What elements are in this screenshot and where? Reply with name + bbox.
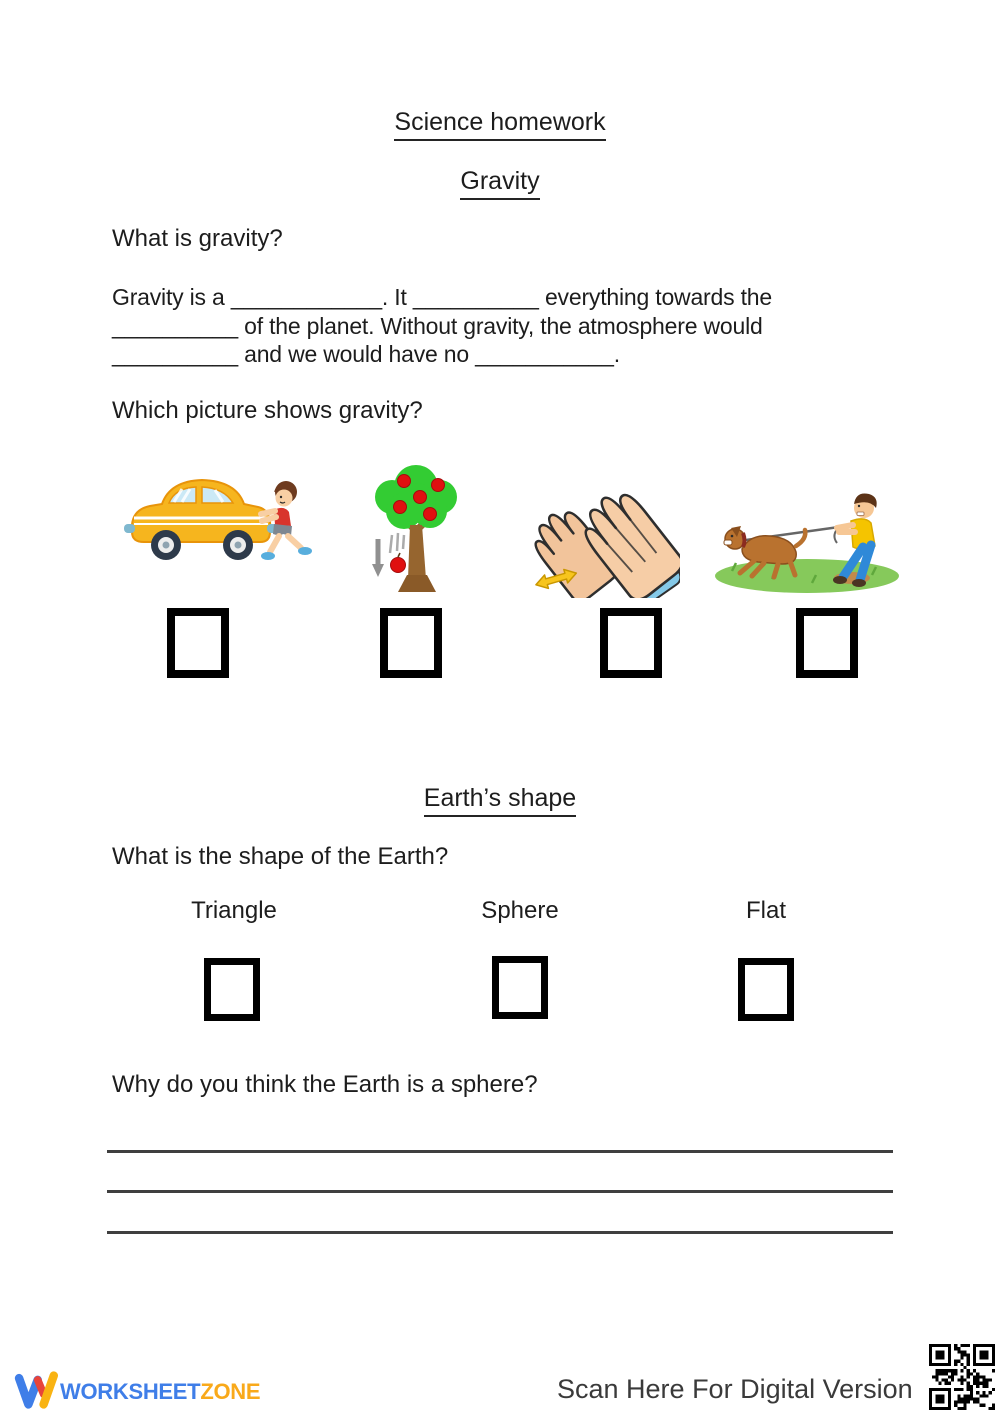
option-label-flat: Flat [745, 897, 787, 924]
answer-line-3[interactable] [107, 1231, 893, 1234]
worksheetzone-logo-icon [14, 1369, 58, 1411]
question-which-picture: Which picture shows gravity? [112, 397, 423, 424]
earth-heading-row [0, 784, 1000, 813]
question-what-is-gravity: What is gravity? [112, 225, 283, 252]
fill-blank-line-1[interactable]: Gravity is a ____________. It __________ everything towards the [112, 284, 772, 310]
page-title: Science homework [394, 108, 605, 141]
question-why-sphere: Why do you think the Earth is a sphere? [112, 1071, 538, 1098]
picture-apple-falling-from-tree [368, 461, 464, 605]
picture-hands-rubbing-together [528, 486, 680, 603]
section-gravity-heading: Gravity [460, 167, 539, 200]
option-label-sphere: Sphere [481, 897, 559, 924]
apple-tree-icon [368, 461, 464, 600]
section-earth-shape-heading: Earth’s shape [424, 784, 576, 817]
subtitle-row [0, 167, 1000, 196]
checkbox-picture-car[interactable] [167, 608, 229, 678]
title-row [0, 108, 1000, 137]
answer-line-2[interactable] [107, 1190, 893, 1193]
checkbox-option-flat[interactable] [738, 958, 794, 1021]
qr-code-icon [928, 1344, 996, 1410]
fill-in-blanks-paragraph [112, 283, 772, 369]
dog-leash-tug-icon [712, 477, 902, 597]
checkbox-picture-dog[interactable] [796, 608, 858, 678]
brand-text [60, 1379, 260, 1405]
rubbing-hands-icon [528, 486, 680, 598]
checkbox-option-sphere[interactable] [492, 956, 548, 1019]
picture-boy-pushing-car [122, 468, 314, 575]
option-label-triangle: Triangle [191, 897, 277, 924]
fill-blank-line-2[interactable]: __________ of the planet. Without gravity, the atmosphere would [112, 312, 763, 339]
question-earth-shape: What is the shape of the Earth? [112, 843, 449, 870]
checkbox-picture-hands[interactable] [600, 608, 662, 678]
checkbox-picture-tree[interactable] [380, 608, 442, 678]
qr-code [928, 1344, 996, 1414]
picture-man-pulling-dog-on-leash [712, 477, 902, 602]
worksheetzone-logo [14, 1369, 58, 1414]
checkbox-option-triangle[interactable] [204, 958, 260, 1021]
brand-word-worksheet: WORKSHEET [60, 1379, 201, 1404]
scan-here-label: Scan Here For Digital Version [557, 1374, 913, 1404]
brand-word-zone: ZONE [200, 1379, 261, 1404]
fill-blank-line-3[interactable]: __________ and we would have no ___________. [112, 341, 620, 367]
boy-pushing-car-icon [122, 468, 314, 570]
answer-line-1[interactable] [107, 1150, 893, 1153]
